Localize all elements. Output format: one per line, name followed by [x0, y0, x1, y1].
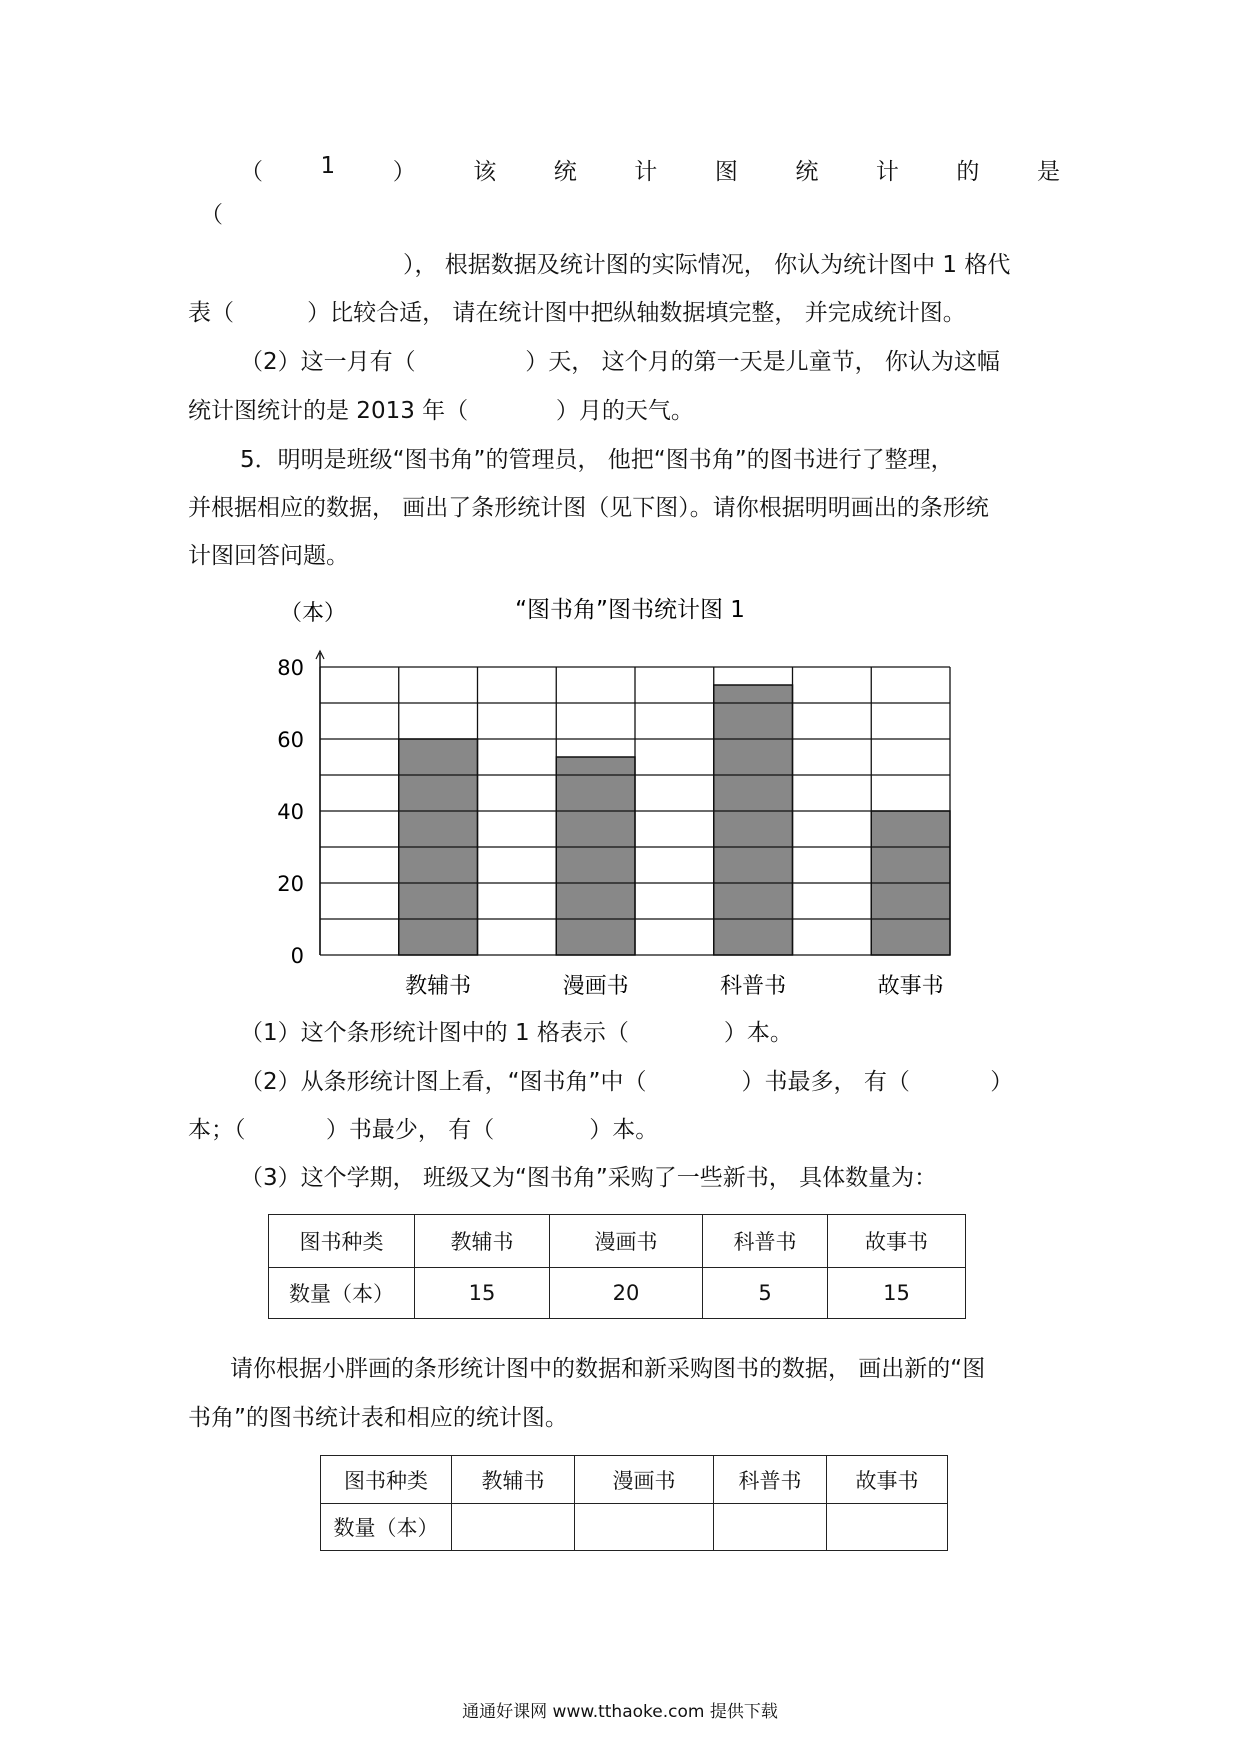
table2-header-cell: 漫画书 [575, 1456, 714, 1504]
y-axis-unit: （本） [280, 601, 347, 626]
q1-char: 统 [553, 159, 577, 185]
q1-char: ） [392, 159, 416, 185]
q1-char: 是 [1036, 159, 1060, 185]
q1-char: 图 [714, 159, 738, 185]
bar-chart [270, 595, 990, 995]
q5-line-3: 计图回答问题。 [188, 543, 349, 569]
q1-line-2: （ [200, 202, 223, 228]
q5-sub1: （1）这个条形统计图中的 1 格表示（ ）本。 [240, 1020, 793, 1046]
q1-line [240, 153, 1060, 186]
table2-cell[interactable] [714, 1504, 827, 1551]
table1-cell: 15 [415, 1268, 550, 1319]
q5-line-2: 并根据相应的数据， 画出了条形统计图（见下图）。请你根据明明画出的条形统 [188, 495, 989, 521]
q5-sub3: （3）这个学期， 班级又为“图书角”采购了一些新书， 具体数量为： [240, 1165, 938, 1191]
table1-header-cell: 漫画书 [550, 1215, 703, 1268]
table1-header-cell: 科普书 [703, 1215, 828, 1268]
q1-char: 统 [795, 159, 819, 185]
q1-char: 计 [634, 159, 658, 185]
q2-line-2: 统计图统计的是 2013 年（ ）月的天气。 [188, 398, 694, 424]
q1-char: 的 [956, 159, 980, 185]
table2-header-cell: 科普书 [714, 1456, 827, 1504]
q5-sub2-line-2: 本；（ ）书最少， 有（ ）本。 [188, 1117, 659, 1143]
x-tick-label: 科普书 [720, 974, 787, 995]
y-tick-label: 20 [277, 872, 304, 896]
q5-sub2-line-1: （2）从条形统计图上看，“图书角”中（ ）书最多， 有（ ） [240, 1069, 1014, 1095]
table1-cell: 15 [828, 1268, 966, 1319]
table2-cell[interactable] [452, 1504, 575, 1551]
x-tick-label: 教辅书 [405, 974, 472, 995]
q1-line-3: ）， 根据数据及统计图的实际情况， 你认为统计图中 1 格代 [403, 252, 1011, 278]
y-tick-label: 0 [290, 944, 304, 968]
q1-char: 计 [875, 159, 899, 185]
q1-line-4: 表（ ）比较合适， 请在统计图中把纵轴数据填完整， 并完成统计图。 [188, 300, 966, 326]
q1-char: 该 [473, 159, 497, 185]
table2-header-cell: 教辅书 [452, 1456, 575, 1504]
table1-header-cell: 图书种类 [269, 1215, 415, 1268]
q5-sub4-line-1: 请你根据小胖画的条形统计图中的数据和新采购图书的数据， 画出新的“图 [230, 1356, 986, 1382]
table2-header-cell: 故事书 [827, 1456, 948, 1504]
q5-line-1: 5．明明是班级“图书角”的管理员， 他把“图书角”的图书进行了整理， [240, 447, 954, 473]
table1-cell: 数量（本） [269, 1268, 415, 1319]
table1-header-cell: 故事书 [828, 1215, 966, 1268]
new-books-table [268, 1214, 966, 1319]
bar [556, 757, 635, 955]
q5-sub4-line-2: 书角”的图书统计表和相应的统计图。 [188, 1405, 568, 1431]
y-tick-label: 80 [277, 656, 304, 680]
q2-line-1: （2）这一月有（ ）天， 这个月的第一天是儿童节， 你认为这幅 [240, 349, 1000, 375]
q1-char: 1 [320, 153, 336, 179]
table1-cell: 20 [550, 1268, 703, 1319]
table1-header-cell: 教辅书 [415, 1215, 550, 1268]
x-tick-label: 故事书 [877, 974, 944, 995]
blank-stats-table [320, 1455, 948, 1551]
table1-cell: 5 [703, 1268, 828, 1319]
table2-header-cell: 图书种类 [321, 1456, 452, 1504]
y-tick-label: 60 [277, 728, 304, 752]
y-tick-label: 40 [277, 800, 304, 824]
table2-cell: 数量（本） [321, 1504, 452, 1551]
x-tick-label: 漫画书 [562, 974, 629, 995]
q1-char: （ [240, 159, 263, 185]
chart-title: “图书角”图书统计图 1 [515, 597, 745, 623]
bar [714, 685, 793, 955]
page-footer: 通通好课网 www.tthaoke.com 提供下载 [462, 1702, 778, 1722]
table2-cell[interactable] [575, 1504, 714, 1551]
table2-cell[interactable] [827, 1504, 948, 1551]
